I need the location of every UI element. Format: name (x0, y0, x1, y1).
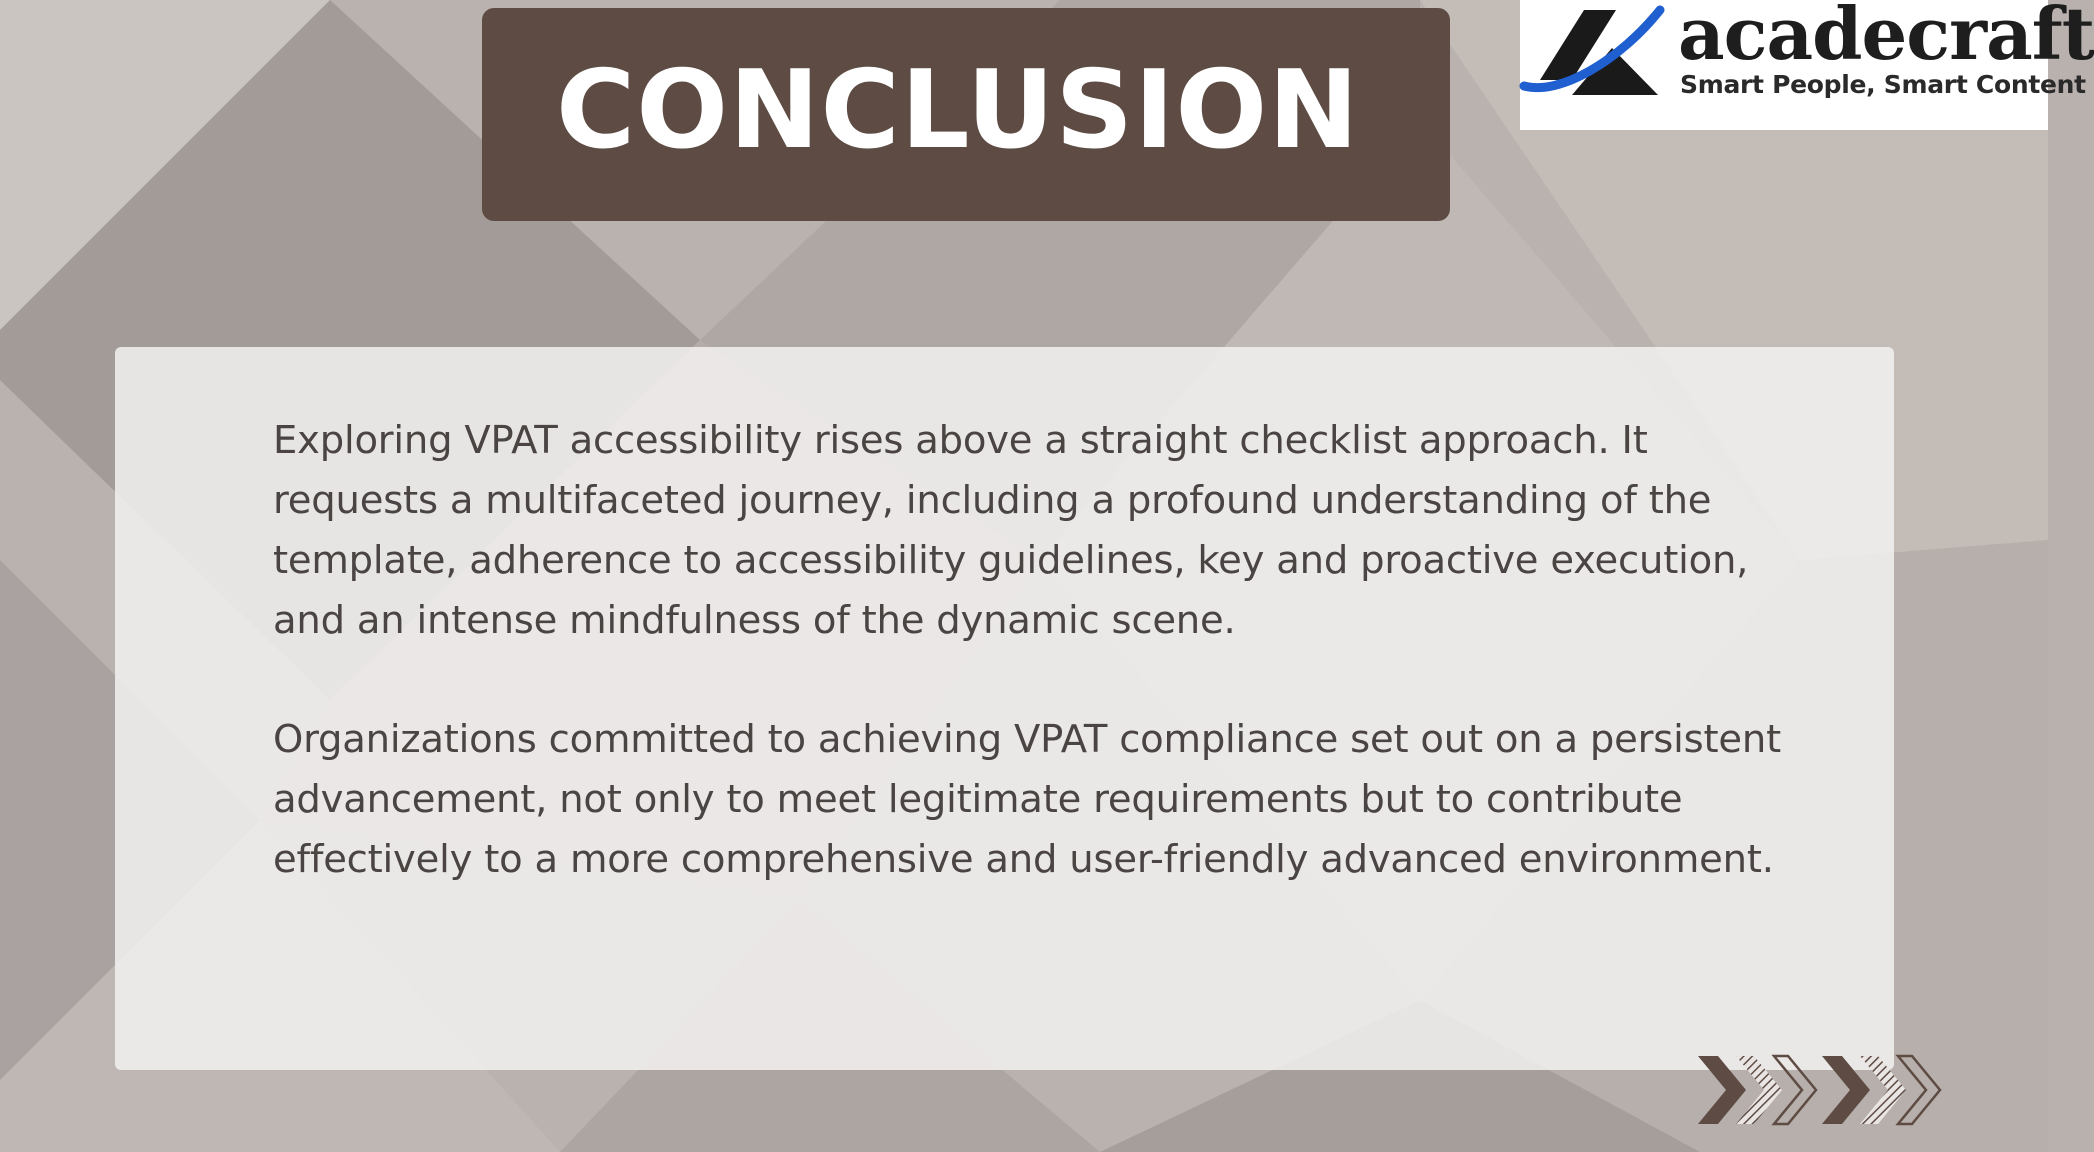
acadecraft-logo (1520, 0, 2094, 130)
content-card (115, 347, 1894, 1070)
logo-name: acadecraft (1678, 0, 2094, 76)
chevron-arrows-icon (1696, 1052, 1956, 1128)
paragraph-1: Exploring VPAT accessibility rises above a straight checklist approach. It requests a multifaceted journey, including a profound understanding of the template, adherence to accessibility guidelines, key and proactive execution, and an intense mindfulness of the dynamic scene. (273, 418, 1749, 643)
slide-title: CONCLUSION (556, 47, 1360, 173)
logo-mark-icon (1520, 0, 1670, 130)
paragraph-2: Organizations committed to achieving VPAT compliance set out on a persistent advancement, not only to meet legitimate requirements but to contribute effectively to a more comprehensive and user-friendly advanced environment. (273, 717, 1781, 882)
logo-tagline: Smart People, Smart Content (1680, 70, 2086, 99)
title-banner (482, 8, 1450, 221)
